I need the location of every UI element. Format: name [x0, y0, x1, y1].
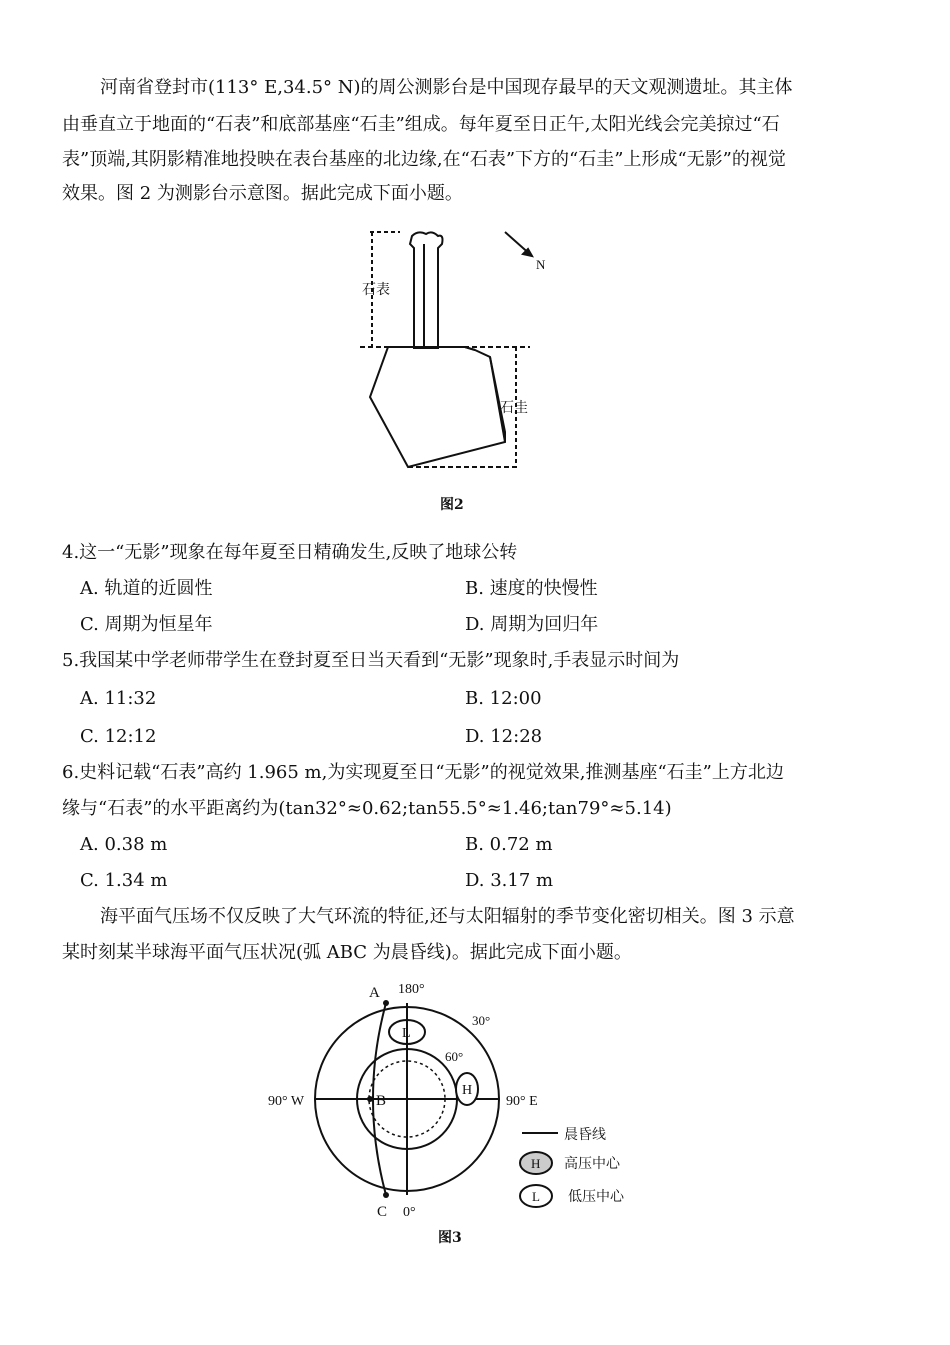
option-b: B. 0.72 m — [465, 834, 553, 855]
north-label: N — [536, 257, 546, 272]
point-b: B — [376, 1093, 387, 1109]
lon-0: 0° — [403, 1205, 416, 1220]
question-stem: 6.史料记载“石表”高约 1.965 m,为实现夏至日“无影”的视觉效果,推测基座“石圭”上方北边 — [62, 762, 784, 783]
option-c: C. 周期为恒星年 — [80, 614, 213, 635]
option-a: A. 0.38 m — [80, 834, 168, 855]
point-c: C — [377, 1204, 388, 1220]
text-line: 某时刻某半球海平面气压状况(弧 ABC 为晨昏线)。据此完成下面小题。 — [62, 942, 632, 963]
lon-90w: 90° W — [268, 1094, 305, 1109]
question-stem: 缘与“石表”的水平距离约为(tan32°≈0.62;tan55.5°≈1.46;tan79°≈5.14) — [62, 798, 672, 819]
legend-low: 低压中心 — [568, 1190, 624, 1205]
figure-2-caption: 图2 — [440, 497, 464, 513]
label-shibiao: 石表 — [362, 283, 390, 298]
option-a: A. 轨道的近圆性 — [80, 578, 213, 599]
text-line: 效果。图 2 为测影台示意图。据此完成下面小题。 — [62, 183, 463, 204]
option-c: C. 12:12 — [80, 726, 157, 747]
lon-180: 180° — [398, 982, 425, 997]
option-b: B. 12:00 — [465, 688, 542, 709]
point-a: A — [369, 985, 380, 1001]
low-center: L — [402, 1026, 411, 1041]
legend-low-symbol: L — [532, 1189, 540, 1204]
figure-3-caption: 图3 — [438, 1230, 462, 1246]
lat-60: 60° — [445, 1049, 464, 1064]
question-stem: 4.这一“无影”现象在每年夏至日精确发生,反映了地球公转 — [62, 542, 518, 563]
label-shigui: 石圭 — [500, 401, 528, 416]
question-stem: 5.我国某中学老师带学生在登封夏至日当天看到“无影”现象时,手表显示时间为 — [62, 650, 680, 671]
option-b: B. 速度的快慢性 — [465, 578, 598, 599]
lon-90e: 90° E — [506, 1094, 538, 1109]
option-a: A. 11:32 — [80, 688, 157, 709]
text-line: 表”顶端,其阴影精准地投映在表台基座的北边缘,在“石表”下方的“石圭”上形成“无影”的视觉 — [62, 149, 786, 170]
legend-high: 高压中心 — [564, 1157, 620, 1172]
high-center: H — [462, 1083, 473, 1098]
option-d: D. 12:28 — [465, 726, 543, 747]
figure-3-diagram — [260, 975, 660, 1225]
option-d: D. 周期为回归年 — [465, 614, 599, 635]
legend-terminator: 晨昏线 — [564, 1128, 606, 1143]
text-line: 海平面气压场不仅反映了大气环流的特征,还与太阳辐射的季节变化密切相关。图 3 示意 — [100, 906, 795, 927]
text-line: 由垂直立于地面的“石表”和底部基座“石圭”组成。每年夏至日正午,太阳光线会完美掠过“石 — [62, 114, 780, 135]
legend-high-symbol: H — [531, 1156, 541, 1171]
option-c: C. 1.34 m — [80, 870, 168, 891]
text-line: 河南省登封市(113° E,34.5° N)的周公测影台是中国现存最早的天文观测遗址。其主体 — [100, 77, 793, 98]
figure-2-diagram — [340, 222, 570, 482]
lat-30: 30° — [472, 1013, 491, 1028]
option-d: D. 3.17 m — [465, 870, 554, 891]
